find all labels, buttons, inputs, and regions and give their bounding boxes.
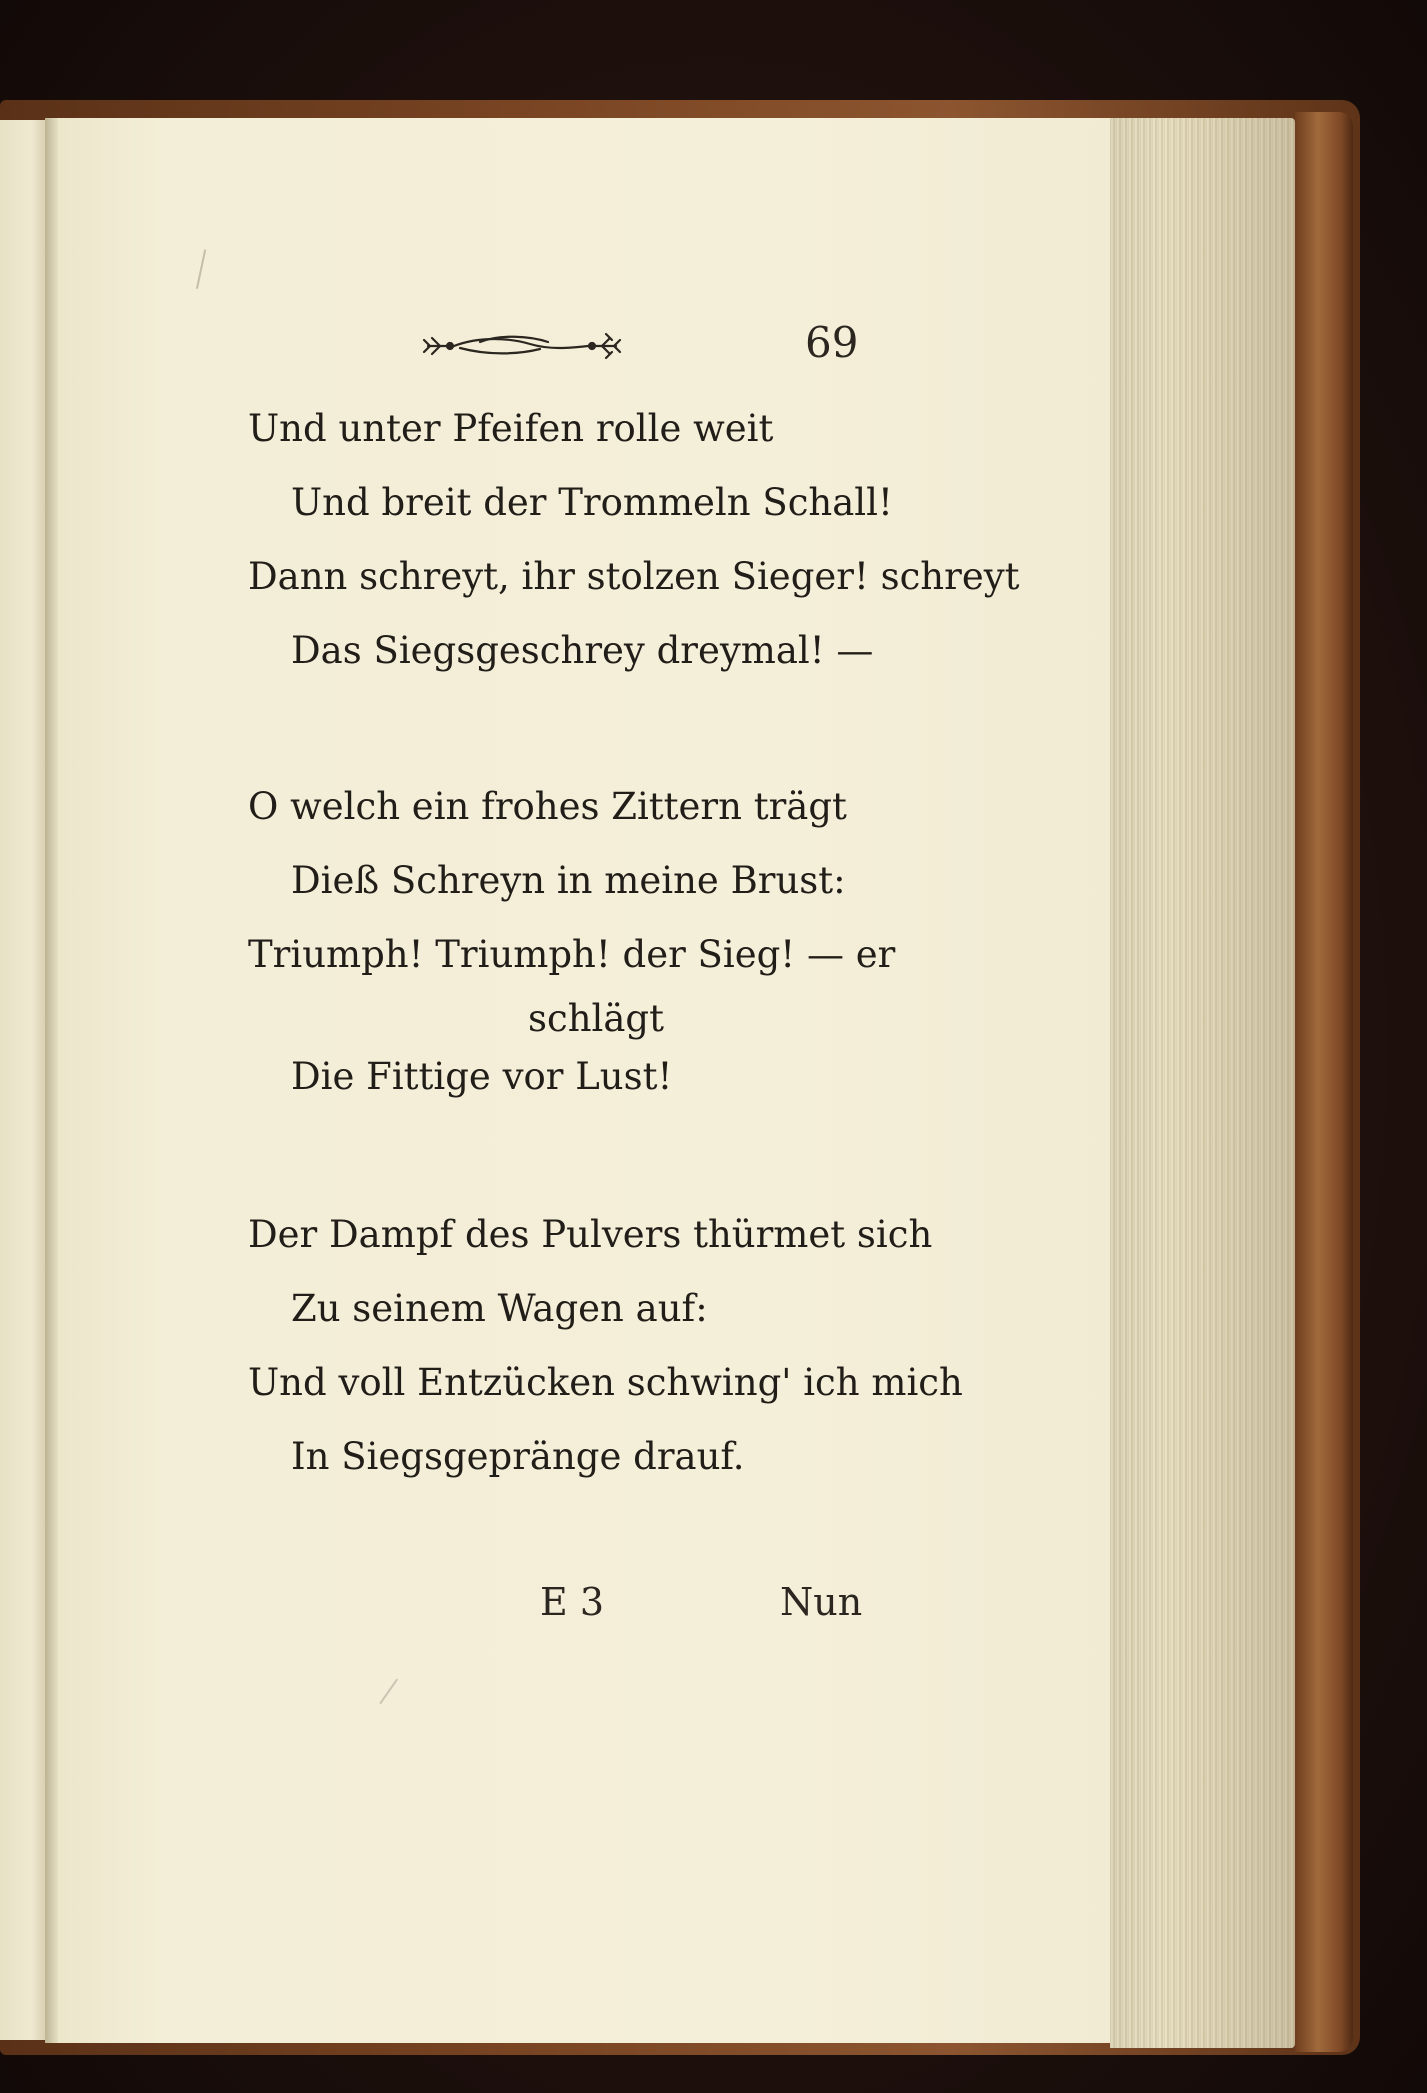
poem-line: In Siegsgepränge drauf.	[291, 1435, 745, 1478]
poem-line: Und breit der Trommeln Schall!	[291, 481, 893, 524]
poem-line: Und unter Pfeifen rolle weit	[248, 407, 774, 450]
poem-line: Das Siegsgeschrey dreymal! —	[291, 629, 874, 672]
ornament-rule-icon	[420, 322, 625, 368]
page-block-shade	[1110, 118, 1295, 2048]
catchword: Nun	[780, 1580, 863, 1624]
poem-line: Dieß Schreyn in meine Brust:	[291, 859, 846, 902]
page-gutter	[45, 118, 59, 2043]
poem-line-continuation: schlägt	[528, 997, 664, 1040]
poem-line: Der Dampf des Pulvers thürmet sich	[248, 1213, 933, 1256]
page-number: 69	[805, 318, 859, 367]
poem-line: O welch ein frohes Zittern trägt	[248, 785, 847, 828]
poem-line: Triumph! Triumph! der Sieg! — er	[248, 933, 896, 976]
poem-line: Und voll Entzücken schwing' ich mich	[248, 1361, 963, 1404]
facing-page-edge	[0, 120, 45, 2040]
signature-mark: E 3	[540, 1580, 604, 1624]
poem-line: Zu seinem Wagen auf:	[291, 1287, 708, 1330]
poem-line: Dann schreyt, ihr stolzen Sieger! schreyt	[248, 555, 1020, 598]
cover-fore-edge	[1295, 112, 1353, 2052]
poem-line: Die Fittige vor Lust!	[291, 1055, 673, 1098]
